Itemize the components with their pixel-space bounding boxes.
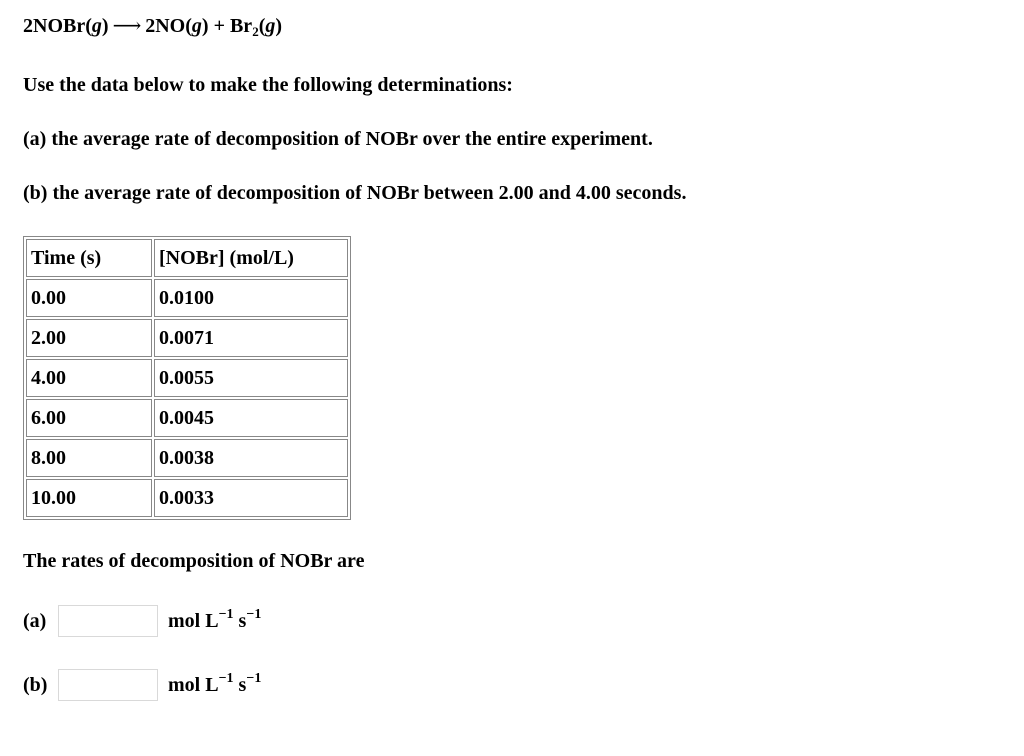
table-header-row	[26, 239, 348, 277]
table-row	[26, 279, 348, 317]
table-row	[26, 479, 348, 517]
question-part-b: (b) the average rate of decomposition of NOBr between 2.00 and 4.00 seconds.	[23, 182, 687, 204]
product2-close: )	[275, 15, 283, 37]
answer-row-a	[23, 603, 261, 639]
table-row	[26, 399, 348, 437]
unit-s: s	[233, 673, 247, 696]
cell-time: 6.00	[26, 399, 152, 437]
reaction-equation	[23, 12, 282, 40]
answer-input-a[interactable]	[58, 605, 158, 637]
unit-label-a	[168, 606, 262, 633]
unit-mol-l: mol L	[168, 673, 219, 696]
product2-open: (	[258, 15, 266, 37]
cell-time: 8.00	[26, 439, 152, 477]
reactant-close: )	[101, 15, 109, 37]
unit-exponent: −1	[218, 670, 234, 686]
unit-label-b	[168, 670, 262, 697]
unit-s: s	[233, 609, 247, 632]
cell-time: 2.00	[26, 319, 152, 357]
product1-text: 2NO(	[145, 15, 192, 37]
instructions-text: Use the data below to make the following determinations:	[23, 74, 513, 96]
cell-concentration: 0.0038	[154, 439, 348, 477]
cell-concentration: 0.0055	[154, 359, 348, 397]
unit-exponent: −1	[246, 670, 262, 686]
answer-label-b: (b)	[23, 673, 48, 696]
table-row	[26, 359, 348, 397]
cell-time: 10.00	[26, 479, 152, 517]
answer-input-b[interactable]	[58, 669, 158, 701]
unit-exponent: −1	[218, 606, 234, 622]
table-row	[26, 319, 348, 357]
concentration-data-table	[23, 236, 351, 520]
cell-concentration: 0.0045	[154, 399, 348, 437]
product2-state: g	[265, 15, 276, 37]
answer-row-b	[23, 667, 261, 703]
reactant-state: g	[91, 15, 102, 37]
cell-concentration: 0.0100	[154, 279, 348, 317]
cell-concentration: 0.0071	[154, 319, 348, 357]
product2-subscript: 2	[252, 24, 259, 39]
cell-time: 4.00	[26, 359, 152, 397]
rates-heading: The rates of decomposition of NOBr are	[23, 550, 365, 572]
unit-exponent: −1	[246, 606, 262, 622]
answer-label-a: (a)	[23, 609, 47, 632]
question-part-a: (a) the average rate of decomposition of NOBr over the entire experiment.	[23, 128, 653, 150]
reaction-arrow-icon: ⟶	[112, 15, 142, 37]
table-row	[26, 439, 348, 477]
product1-close: ) + Br	[201, 15, 253, 37]
product1-state: g	[191, 15, 202, 37]
header-concentration: [NOBr] (mol/L)	[154, 239, 348, 277]
header-time: Time (s)	[26, 239, 152, 277]
reactant-text: 2NOBr(	[23, 15, 92, 37]
cell-concentration: 0.0033	[154, 479, 348, 517]
unit-mol-l: mol L	[168, 609, 219, 632]
cell-time: 0.00	[26, 279, 152, 317]
